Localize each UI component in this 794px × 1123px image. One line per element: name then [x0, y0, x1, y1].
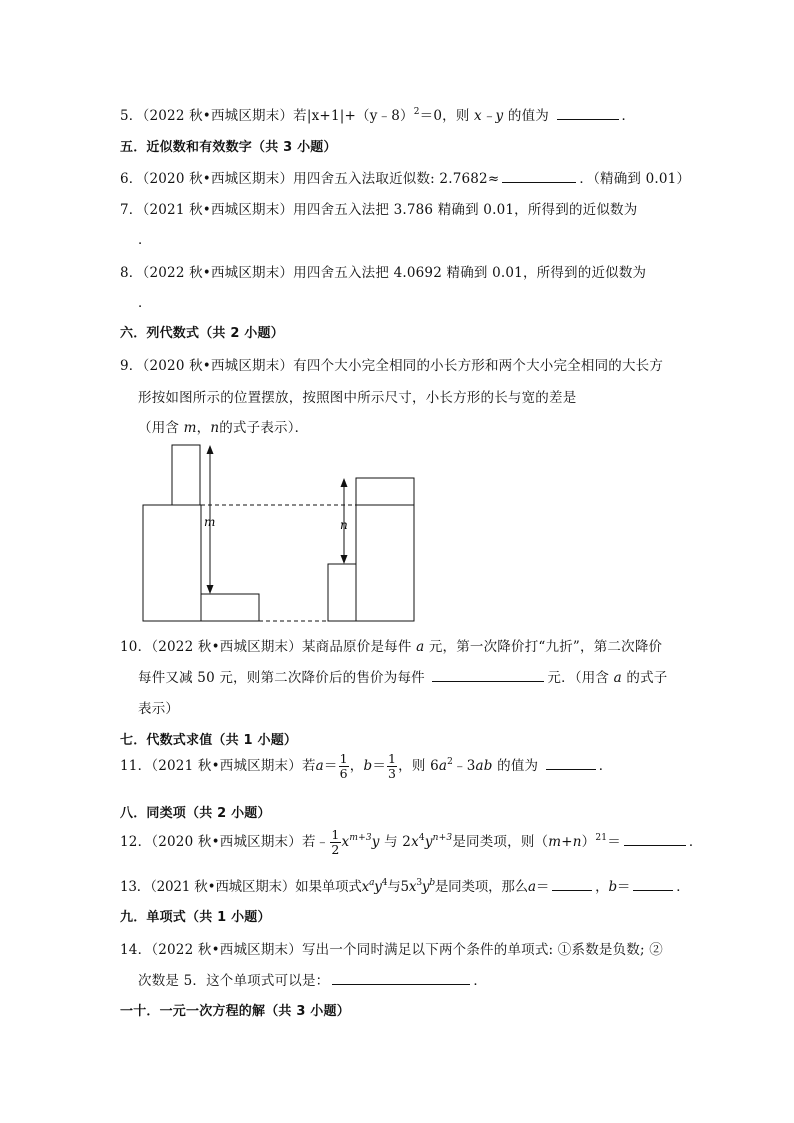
question-14: 14．（2022 秋•西城区期末）写出一个同时满足以下两个条件的单项式: ①系数是负数; ② — [120, 942, 663, 958]
question-9-line-3: （用含 m，n的式子表示）． — [138, 420, 309, 436]
label-n: n — [340, 518, 348, 532]
section-7-heading: 七．代数式求值（共 1 小题） — [120, 733, 298, 748]
question-8: 8．（2022 秋•西城区期末）用四舍五入法把 4.0692 精确到 0.01，所得到的近似数为 — [120, 265, 647, 281]
section-10-heading: 一十．一元一次方程的解（共 3 小题） — [120, 1004, 350, 1019]
answer-blank — [557, 107, 619, 120]
rectangles-figure — [140, 444, 420, 624]
question-10: 10．（2022 秋•西城区期末）某商品原价是每件 a 元，第一次降价打“九折”，第二次降价 — [120, 639, 663, 655]
question-12: 12．（2020 秋•西城区期末）若﹣ $\frac{1}{2}$ $x^{m+3}y$ 与 $2x^4y^{n+3}$是同类项，则$(m+n)^{21}=$ ． — [120, 827, 703, 857]
question-7: 7．（2021 秋•西城区期末）用四舍五入法把 3.786 精确到 0.01，所得到的近似数为 — [120, 202, 638, 218]
question-6: 6．（2020 秋•西城区期末）用四舍五入法取近似数: 2.7682≈ ．（精确到 0.01） — [120, 171, 691, 187]
large-rect-right — [356, 505, 414, 621]
small-rect-top-left — [172, 445, 200, 505]
arrowhead-m-top — [207, 445, 214, 454]
question-9: 9．（2020 秋•西城区期末）有四个大小完全相同的小长方形和两个大小完全相同的大长方 — [120, 358, 664, 374]
small-rect-top-right — [356, 478, 414, 505]
small-rect-bottom-left — [201, 594, 259, 621]
section-6-heading: 六．列代数式（共 2 小题） — [120, 326, 284, 341]
question-14-line-2: 次数是 5．这个单项式可以是： ． — [138, 973, 488, 989]
question-5: 5．（2022 秋•西城区期末）若|x+1|+（y﹣8）$^2$＝0，则 x﹣y 的值为 ． — [120, 107, 636, 124]
question-10-line-2: 每件又减 50 元，则第二次降价后的售价为每件 元．（用含 a 的式子 — [138, 670, 668, 686]
small-rect-bottom-right — [328, 564, 356, 621]
question-13: 13．（2021 秋•西城区期末）如果单项式$x^ay^4$与$5x^3y^b$是同类项，那么a＝ ，b＝ ． — [120, 878, 690, 895]
question-source: （2022 秋•西城区期末） — [142, 108, 294, 124]
section-5-heading: 五．近似数和有效数字（共 3 小题） — [120, 140, 337, 155]
question-9-line-2: 形按如图所示的位置摆放，按照图中所示尺寸，小长方形的长与宽的差是 — [138, 390, 577, 406]
answer-blank-b — [633, 878, 673, 891]
fraction-1-6: $\frac{1}{6}$ — [339, 751, 348, 781]
answer-blank — [332, 972, 470, 985]
answer-blank — [502, 170, 576, 183]
answer-blank — [546, 757, 596, 770]
section-9-heading: 九．单项式（共 1 小题） — [120, 910, 271, 925]
answer-blank — [624, 833, 686, 846]
question-8-line-2: ． — [138, 295, 152, 311]
question-7-line-2: ． — [138, 232, 152, 248]
question-11: 11．（2021 秋•西城区期末）若a＝ $\frac{1}{6}$ ，b＝ $\frac{1}{3}$ ，则 $6a^2﹣3ab$ 的值为 ． — [120, 751, 613, 781]
large-rect-left — [143, 505, 201, 621]
question-10-line-3: 表示） — [138, 701, 180, 717]
answer-blank-a — [552, 878, 592, 891]
section-8-heading: 八．同类项（共 2 小题） — [120, 806, 271, 821]
label-m: m — [204, 515, 216, 529]
arrowhead-m-bottom — [207, 585, 214, 594]
fraction-1-2: $\frac{1}{2}$ — [331, 827, 340, 857]
question-number: 5． — [120, 108, 143, 124]
arrowhead-n-bottom — [341, 555, 348, 564]
fraction-1-3: $\frac{1}{3}$ — [388, 751, 397, 781]
arrowhead-n-top — [341, 478, 348, 487]
answer-blank — [432, 669, 544, 682]
